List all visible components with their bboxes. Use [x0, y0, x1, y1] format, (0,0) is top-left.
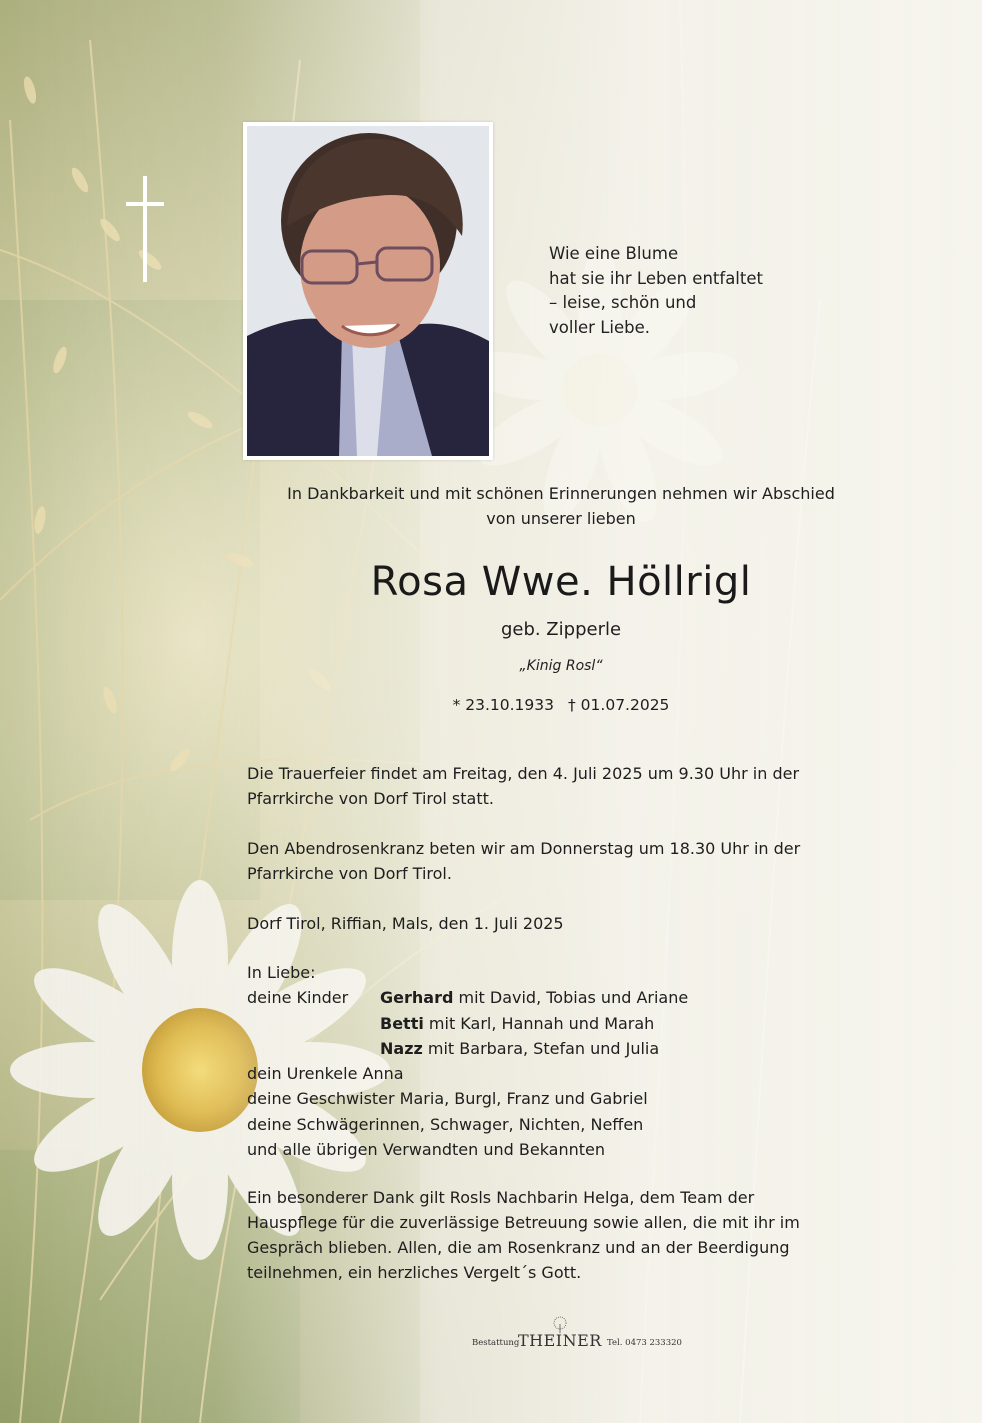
portrait-image [247, 126, 489, 456]
intro-text [246, 481, 876, 531]
child-family: mit Karl, Hannah und Marah [423, 1013, 655, 1033]
relatives-line: deine Schwägerinnen, Schwager, Nichten, Neffen [247, 1114, 644, 1134]
poem-line: – leise, schön und [549, 293, 697, 312]
children-label: deine Kinder [247, 988, 349, 1008]
mourners-heading: In Liebe: [247, 963, 316, 982]
child-row [247, 985, 887, 1010]
birth-name: geb. Zipperle [500, 619, 622, 640]
nickname: „Kinig Rosl“ [519, 658, 603, 674]
relatives-line: dein Urenkele Anna [247, 1064, 404, 1084]
footer-brand: THEINER [518, 1331, 602, 1350]
child-row [247, 1011, 887, 1036]
life-dates [246, 694, 876, 716]
deceased-name: Rosa Wwe. Höllrigl [370, 559, 752, 605]
relatives-line: und alle übrigen Verwandten und Bekannten [247, 1140, 606, 1160]
child-name: Gerhard [380, 988, 454, 1008]
portrait-photo [243, 122, 493, 460]
intro-line-1: In Dankbarkeit und mit schönen Erinnerungen nehmen wir Abschied [287, 484, 835, 503]
relatives-line: deine Geschwister Maria, Burgl, Franz und Gabriel [247, 1089, 648, 1109]
rosary-info [247, 836, 887, 886]
mourners-list [247, 960, 887, 1162]
thanks-line: teilnehmen, ein herzliches Vergelt´s Gott. [247, 1263, 582, 1282]
child-family: mit David, Tobias und Ariane [453, 988, 689, 1008]
footer-prefix: Bestattung [472, 1338, 520, 1348]
poem-line: hat sie ihr Leben entfaltet [549, 268, 763, 288]
death-date: † 01.07.2025 [568, 696, 670, 714]
child-row [247, 1036, 887, 1061]
cross-icon [126, 176, 164, 282]
funeral-home-footer [472, 1322, 712, 1352]
footer-phone: Tel. 0473 233320 [607, 1338, 682, 1348]
poem [549, 242, 869, 340]
child-family: mit Barbara, Stefan und Julia [422, 1038, 660, 1058]
child-name: Nazz [380, 1038, 423, 1058]
thanks-text [247, 1185, 887, 1285]
place-date: Dorf Tirol, Riffian, Mals, den 1. Juli 2025 [247, 914, 564, 933]
thanks-line: Hauspflege für die zuverlässige Betreuung sowie allen, die mit ihr im [247, 1213, 800, 1232]
funeral-line-2: Pfarrkirche von Dorf Tirol statt. [247, 789, 494, 808]
thanks-line: Gespräch blieben. Allen, die am Rosenkranz und an der Beerdigung [247, 1238, 790, 1257]
rosary-line-1: Den Abendrosenkranz beten wir am Donnerstag um 18.30 Uhr in der [247, 839, 801, 858]
rosary-line-2: Pfarrkirche von Dorf Tirol. [247, 864, 452, 883]
child-name: Betti [380, 1013, 424, 1033]
poem-line: voller Liebe. [549, 317, 651, 337]
poem-line: Wie eine Blume [549, 244, 679, 263]
birth-date: * 23.10.1933 [452, 696, 554, 714]
thanks-line: Ein besonderer Dank gilt Rosls Nachbarin Helga, dem Team der [247, 1188, 755, 1207]
intro-line-2: von unserer lieben [486, 509, 636, 528]
funeral-info [247, 761, 887, 811]
funeral-line-1: Die Trauerfeier findet am Freitag, den 4. Juli 2025 um 9.30 Uhr in der [247, 764, 800, 783]
